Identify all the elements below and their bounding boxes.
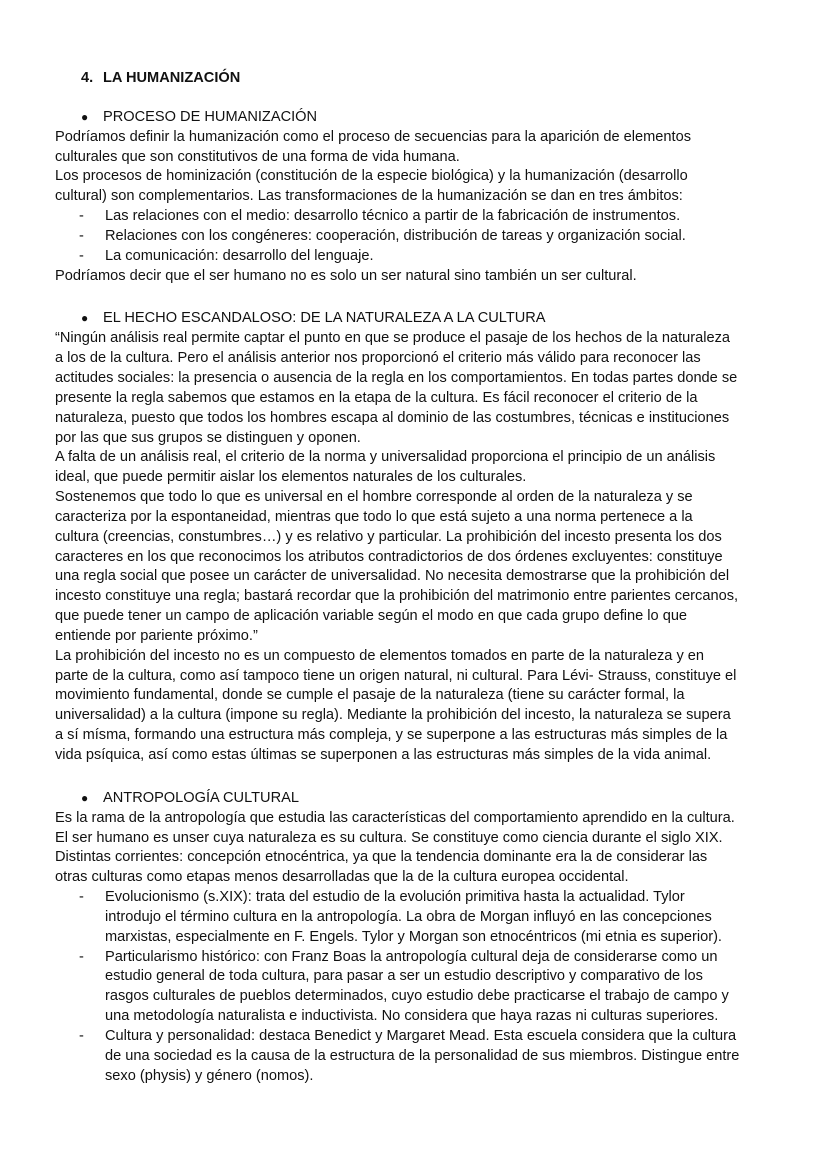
section-heading-text: PROCESO DE HUMANIZACIÓN: [103, 108, 318, 125]
text-line: [55, 167, 795, 187]
text-line: [55, 528, 795, 548]
bullet-icon: ●: [81, 790, 89, 805]
line-text: Es la rama de la antropología que estudia las características del comportamiento aprendido en la cultura.: [55, 809, 735, 826]
chapter-title-text: LA HUMANIZACIÓN: [103, 70, 241, 86]
line-text: sexo (physis) y género (nomos).: [105, 1067, 314, 1084]
text-line: [55, 908, 795, 928]
line-text: ideal, que puede permitir aislar los elementos naturales de los culturales.: [55, 469, 527, 486]
dash-marker: -: [79, 208, 84, 225]
text-line: [55, 647, 795, 667]
line-text: Cultura y personalidad: destaca Benedict y Margaret Mead. Esta escuela considera que la cultura: [105, 1027, 737, 1044]
text-line: [55, 349, 795, 369]
text-line: [55, 627, 795, 647]
section-heading: [55, 108, 795, 128]
text-line: [55, 809, 795, 829]
line-text: vida psíquica, así como estas últimas se superponen a las estructuras más simples de la vida animal.: [55, 747, 712, 763]
text-line: [55, 1047, 795, 1067]
section-spacer: [55, 286, 795, 309]
line-text: cultural) son complementarios. Las transformaciones de la humanización se dan en tres ámbitos:: [55, 188, 683, 205]
line-text: Podríamos definir la humanización como el proceso de secuencias para la aparición de elementos: [55, 128, 691, 145]
line-text: introdujo el término cultura en la antropología. La obra de Morgan influyó en las concepciones: [105, 908, 712, 925]
line-text: La comunicación: desarrollo del lenguaje.: [105, 247, 374, 264]
line-text: por las que sus grupos se distinguen y oponen.: [55, 429, 361, 446]
line-text: incesto constituye una regla; bastará recordar que la prohibición del matrimonio entre parientes cercanos,: [55, 588, 739, 605]
text-line: [55, 267, 795, 287]
text-line: [55, 329, 795, 349]
text-line: [55, 468, 795, 488]
text-line: [55, 667, 795, 687]
line-text: parte de la cultura, como así tampoco tiene un origen natural, ni cultural. Para Lévi- Strauss, constituye el: [55, 667, 737, 684]
line-text: una metodología naturalista e inductivista. No considera que haya razas ni culturas superiores.: [105, 1008, 719, 1025]
list-item: [55, 207, 795, 227]
line-text: actitudes sociales: la presencia o ausencia de la regla en los comportamientos. En todas partes donde se: [55, 369, 738, 386]
text-line: [55, 987, 795, 1007]
line-text: Podríamos decir que el ser humano no es solo un ser natural sino también un ser cultural.: [55, 267, 637, 284]
line-text: cultura (creencias, constumbres…) y es relativo y particular. La prohibición del incesto presenta los dos: [55, 528, 722, 545]
line-text: Relaciones con los congéneres: cooperación, distribución de tareas y organización social.: [105, 227, 686, 244]
list-item: [55, 247, 795, 267]
text-line: [55, 1007, 795, 1027]
text-line: [55, 888, 795, 908]
line-text: una regla social que posee un carácter de universalidad. No necesita demostrarse que la prohibición del: [55, 568, 730, 585]
line-text: otras culturas como etapas menos desarrolladas que la de la cultura europea occidental.: [55, 869, 629, 886]
section-heading-text: ANTROPOLOGÍA CULTURAL: [103, 789, 299, 806]
text-line: [55, 369, 795, 389]
bullet-icon: ●: [81, 311, 89, 326]
line-text: Evolucionismo (s.XIX): trata del estudio de la evolución primitiva hasta la actualidad. Tylor: [105, 889, 685, 906]
section-heading: [55, 309, 795, 329]
line-text: movimiento fundamental, donde se cumple el pasaje de la naturaleza (tiene su carácter formal, la: [55, 687, 685, 704]
list-item: [55, 948, 795, 1027]
text-line: [55, 1027, 795, 1047]
text-line: [55, 187, 795, 207]
text-line: [55, 686, 795, 706]
line-text: caracteriza por la espontaneidad, mientras que todo lo que está sujeto a una norma pertenece a la: [55, 508, 693, 525]
list-item: [55, 888, 795, 948]
line-text: El ser humano es unser cuya naturaleza es su cultura. Se constituye como ciencia durante el siglo XIX.: [55, 829, 723, 846]
text-line: [55, 488, 795, 508]
text-line: [55, 967, 795, 987]
line-text: marxistas, especialmente en F. Engels. Tylor y Morgan son etnocéntricos (mi etnia es superior).: [105, 928, 722, 945]
text-line: [55, 448, 795, 468]
text-line: [55, 389, 795, 409]
section: [55, 108, 795, 287]
text-line: [55, 508, 795, 528]
line-text: universalidad) a la cultura (impone su regla). Mediante la prohibición del incesto, la naturaleza se supera: [55, 707, 731, 724]
line-text: naturaleza, puesto que todos los hombres escapa al dominio de las costumbres, técnicas e instituciones: [55, 409, 730, 426]
chapter-number: 4.: [81, 70, 94, 86]
document-page: [55, 69, 795, 1087]
paragraph: [55, 809, 795, 888]
text-line: [55, 726, 795, 746]
section-spacer: [55, 766, 795, 789]
section: [55, 766, 795, 1087]
section-heading-text: EL HECHO ESCANDALOSO: DE LA NATURALEZA A LA CULTURA: [103, 310, 546, 327]
dash-marker: -: [79, 889, 84, 906]
text-line: [55, 247, 795, 267]
text-line: [55, 148, 795, 168]
text-line: [55, 587, 795, 607]
text-line: [55, 948, 795, 968]
line-text: Las relaciones con el medio: desarrollo técnico a partir de la fabricación de instrumentos.: [105, 208, 681, 225]
paragraph: [55, 329, 795, 766]
text-line: [55, 848, 795, 868]
sections: [55, 108, 795, 1087]
text-line: [55, 567, 795, 587]
section-heading: [55, 789, 795, 809]
text-line: [55, 868, 795, 888]
dash-marker: -: [79, 227, 84, 244]
dash-marker: -: [79, 1027, 84, 1044]
line-text: caracteres en los que reconocimos los atributos contradictorios de dos órdenes excluyentes: constituye: [55, 548, 723, 565]
line-text: A falta de un análisis real, el criterio de la norma y universalidad proporciona el principio de un análisis: [55, 449, 716, 466]
text-line: [55, 409, 795, 429]
line-text: Sostenemos que todo lo que es universal en el hombre corresponde al orden de la naturaleza y se: [55, 489, 693, 506]
line-text: rasgos culturales de pueblos determinados, cuyo estudio debe practicarse el trabajo de campo y: [105, 988, 729, 1005]
paragraph: [55, 128, 795, 207]
list-item: [55, 1027, 795, 1087]
line-text: que puede tener un campo de aplicación variable según el modo en que cada grupo define lo que: [55, 608, 688, 625]
text-line: [55, 706, 795, 726]
line-text: culturales que son constitutivos de una forma de vida humana.: [55, 148, 460, 165]
text-line: [55, 607, 795, 627]
paragraph: [55, 267, 795, 287]
text-line: [55, 746, 795, 766]
line-text: de una sociedad es la causa de la estructura de la personalidad de sus miembros. Distingue entre: [105, 1047, 740, 1064]
text-line: [55, 128, 795, 148]
line-text: La prohibición del incesto no es un compuesto de elementos tomados en parte de la naturaleza y en: [55, 647, 705, 664]
line-text: presente la regla sabemos que estamos en la etapa de la cultura. Es fácil reconocer el criterio de la: [55, 389, 698, 406]
line-text: a sí mísma, formando una estructura más compleja, y se superpone a las estructuras más simples de la: [55, 727, 728, 744]
text-line: [55, 928, 795, 948]
text-line: [55, 829, 795, 849]
line-text: entiende por pariente próximo.”: [55, 627, 258, 644]
dash-marker: -: [79, 948, 84, 965]
line-text: estudio general de toda cultura, para pasar a ser un estudio descriptivo y comparativo de los: [105, 968, 703, 985]
text-line: [55, 1067, 795, 1087]
line-text: a los de la cultura. Pero el análisis anterior nos proporcionó el criterio más válido para reconocer las: [55, 350, 701, 367]
bullet-icon: ●: [81, 109, 89, 124]
line-text: “Ningún análisis real permite captar el punto en que se produce el pasaje de los hechos de la naturaleza: [55, 330, 730, 347]
text-line: [55, 207, 795, 227]
section: [55, 286, 795, 765]
text-line: [55, 429, 795, 449]
text-line: [55, 548, 795, 568]
chapter-title: [55, 69, 795, 89]
line-text: Distintas corrientes: concepción etnocéntrica, ya que la tendencia dominante era la de considerar las: [55, 849, 708, 866]
line-text: Particularismo histórico: con Franz Boas la antropología cultural deja de considerarse como un: [105, 948, 718, 965]
line-text: Los procesos de hominización (constitución de la especie biológica) y la humanización (desarrollo: [55, 168, 688, 185]
list-item: [55, 227, 795, 247]
dash-marker: -: [79, 247, 84, 264]
text-line: [55, 227, 795, 247]
